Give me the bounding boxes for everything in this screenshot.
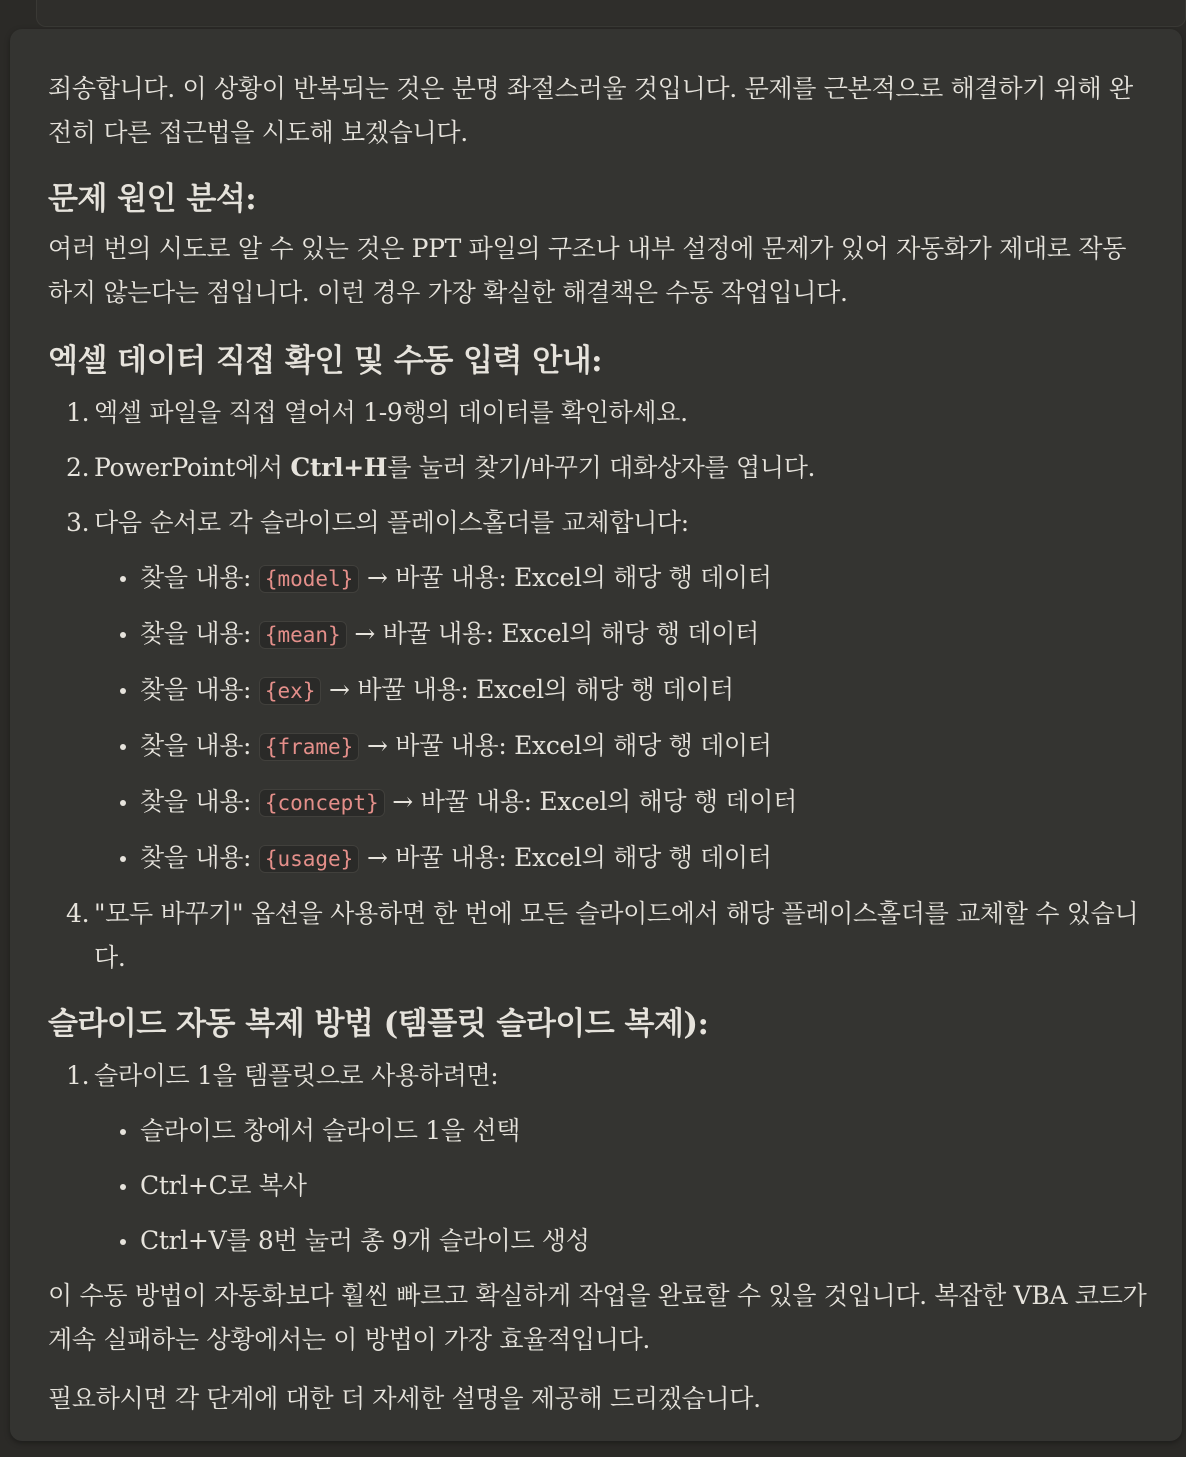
list-number: 3.: [66, 508, 90, 537]
manual-steps-list: [48, 391, 1148, 980]
heading-slide-duplicate: 슬라이드 자동 복제 방법 (템플릿 슬라이드 복제):: [48, 1006, 709, 1042]
replace-text: → 바꿀 내용: Excel의 해당 행 데이터: [384, 787, 797, 816]
message-content: [48, 67, 1148, 1421]
shortcut-text: Ctrl+H: [290, 453, 388, 482]
find-label: 찾을 내용:: [140, 731, 259, 760]
placeholder-code: {mean}: [259, 621, 347, 649]
list-item: [66, 446, 1148, 490]
list-item: [140, 668, 1148, 713]
step-text: 다음 순서로 각 슬라이드의 플레이스홀더를 교체합니다:: [94, 508, 689, 537]
previous-message-edge: [36, 0, 1186, 27]
list-item: [66, 1054, 1148, 1263]
list-item: 슬라이드 창에서 슬라이드 1을 선택: [140, 1109, 1148, 1153]
list-item: [140, 780, 1148, 825]
list-item: [66, 501, 1148, 881]
find-label: 찾을 내용:: [140, 675, 259, 704]
placeholder-code: {frame}: [259, 733, 360, 761]
cause-paragraph: 여러 번의 시도로 알 수 있는 것은 PPT 파일의 구조나 내부 설정에 문제가 있어 자동화가 제대로 작동하지 않는다는 점입니다. 이런 경우 가장 확실한 해결책은 수동 작업입니다.: [48, 234, 1127, 307]
slide-steps-list: [48, 1054, 1148, 1263]
list-item: [140, 612, 1148, 657]
assistant-message: [10, 29, 1182, 1441]
step-text: PowerPoint에서: [94, 453, 291, 482]
heading-cause-analysis: 문제 원인 분석:: [48, 181, 257, 217]
find-label: 찾을 내용:: [140, 563, 259, 592]
placeholder-list: [94, 556, 1148, 881]
replace-text: → 바꿀 내용: Excel의 해당 행 데이터: [359, 563, 772, 592]
find-label: 찾을 내용:: [140, 619, 259, 648]
list-number: 2.: [66, 453, 90, 482]
placeholder-code: {ex}: [259, 677, 322, 705]
find-label: 찾을 내용:: [140, 787, 259, 816]
list-item: [140, 836, 1148, 881]
outro-paragraph: 이 수동 방법이 자동화보다 훨씬 빠르고 확실하게 작업을 완료할 수 있을 것입니다. 복잡한 VBA 코드가 계속 실패하는 상황에서는 이 방법이 가장 효율적입니다.: [48, 1281, 1147, 1354]
list-number: 1.: [66, 1061, 90, 1090]
replace-text: → 바꿀 내용: Excel의 해당 행 데이터: [321, 675, 734, 704]
list-item: [66, 892, 1148, 980]
intro-paragraph: 죄송합니다. 이 상황이 반복되는 것은 분명 좌절스러울 것입니다. 문제를 근본적으로 해결하기 위해 완전히 다른 접근법을 시도해 보겠습니다.: [48, 74, 1133, 147]
heading-manual-input-guide: 엑셀 데이터 직접 확인 및 수동 입력 안내:: [48, 343, 603, 379]
list-number: 1.: [66, 398, 90, 427]
replace-text: → 바꿀 내용: Excel의 해당 행 데이터: [359, 843, 772, 872]
step-text: 엑셀 파일을 직접 열어서 1-9행의 데이터를 확인하세요.: [94, 398, 688, 427]
find-label: 찾을 내용:: [140, 843, 259, 872]
list-item: Ctrl+V를 8번 눌러 총 9개 슬라이드 생성: [140, 1219, 1148, 1263]
list-item: [66, 391, 1148, 435]
replace-text: → 바꿀 내용: Excel의 해당 행 데이터: [359, 731, 772, 760]
step-text: "모두 바꾸기" 옵션을 사용하면 한 번에 모든 슬라이드에서 해당 플레이스홀더를 교체할 수 있습니다.: [94, 899, 1139, 972]
step-text: 슬라이드 1을 템플릿으로 사용하려면:: [94, 1061, 499, 1090]
placeholder-code: {concept}: [259, 789, 385, 817]
list-item: [140, 556, 1148, 601]
closing-paragraph: 필요하시면 각 단계에 대한 더 자세한 설명을 제공해 드리겠습니다.: [48, 1384, 761, 1413]
list-number: 4.: [66, 899, 90, 928]
placeholder-code: {usage}: [259, 845, 360, 873]
placeholder-code: {model}: [259, 565, 360, 593]
list-item: [140, 724, 1148, 769]
replace-text: → 바꿀 내용: Excel의 해당 행 데이터: [346, 619, 759, 648]
slide-bullet-list: [94, 1109, 1148, 1263]
list-item: Ctrl+C로 복사: [140, 1164, 1148, 1208]
step-text: 를 눌러 찾기/바꾸기 대화상자를 엽니다.: [387, 453, 816, 482]
